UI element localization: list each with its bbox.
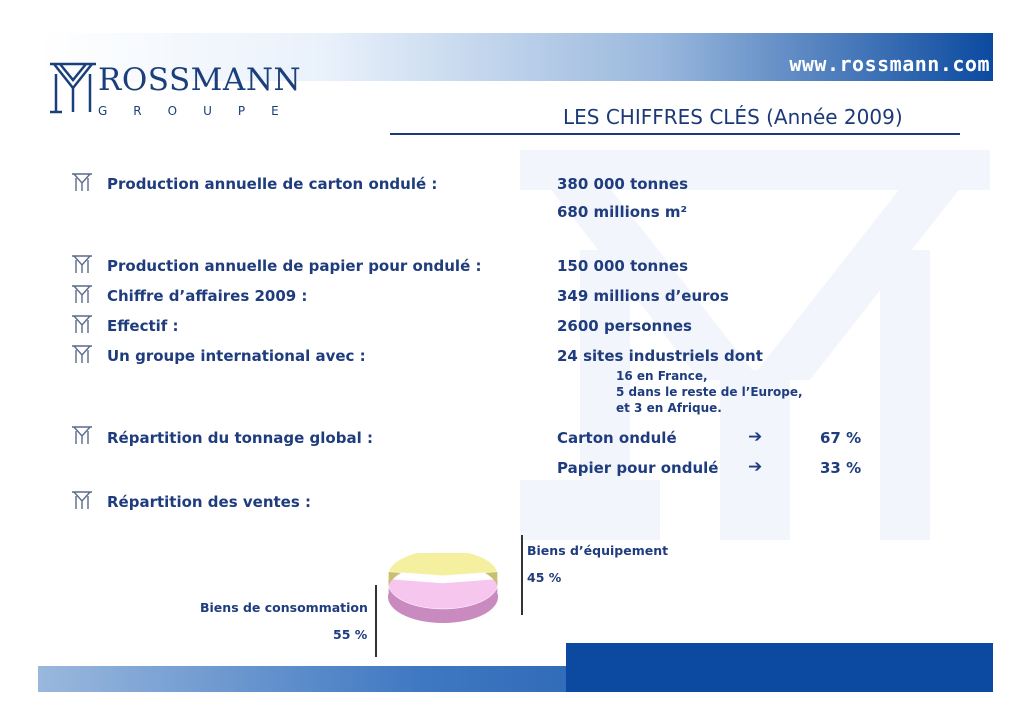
ventes-label: Répartition des ventes : bbox=[107, 493, 311, 511]
title-underline bbox=[390, 133, 960, 135]
groupe-detail-afrique: et 3 en Afrique. bbox=[616, 401, 722, 415]
arrow-right-icon: ➔ bbox=[748, 457, 763, 477]
groupe-label: Un groupe international avec : bbox=[107, 347, 366, 365]
bullet-logo-icon bbox=[71, 314, 93, 334]
bullet-logo-icon bbox=[71, 425, 93, 445]
tonnage-label: Répartition du tonnage global : bbox=[107, 429, 373, 447]
tonnage-item-name: Carton ondulé bbox=[557, 429, 677, 447]
bullet-logo-icon bbox=[71, 344, 93, 364]
rossmann-logo-icon bbox=[48, 60, 98, 116]
slice-label-equipement: Biens d’équipement bbox=[527, 543, 669, 558]
footer-block bbox=[566, 643, 993, 692]
website-url[interactable]: www.rossmann.com bbox=[789, 52, 990, 76]
bullet-logo-icon bbox=[71, 490, 93, 510]
bullet-logo-icon bbox=[71, 172, 93, 192]
tonnage-item-pct: 67 % bbox=[820, 429, 862, 447]
logo-wordmark: ROSSMANN bbox=[98, 62, 302, 98]
bullet-logo-icon bbox=[71, 284, 93, 304]
effectif-value: 2600 personnes bbox=[557, 317, 692, 335]
carton-tonnage-value: 380 000 tonnes bbox=[557, 175, 689, 193]
effectif-label: Effectif : bbox=[107, 317, 179, 335]
groupe-value: 24 sites industriels dont bbox=[557, 347, 763, 365]
logo-subtitle: GROUPE bbox=[98, 104, 305, 118]
carton-surface-value: 680 millions m² bbox=[557, 203, 688, 221]
carton-label: Production annuelle de carton ondulé : bbox=[107, 175, 438, 193]
leader-line bbox=[521, 535, 523, 615]
page-title: LES CHIFFRES CLÉS (Année 2009) bbox=[563, 105, 903, 129]
ca-value: 349 millions d’euros bbox=[557, 287, 729, 305]
slice-pct-consommation: 55 % bbox=[333, 627, 368, 642]
papier-label: Production annuelle de papier pour ondulé : bbox=[107, 257, 482, 275]
groupe-detail-france: 16 en France, bbox=[616, 369, 708, 383]
slice-pct-equipement: 45 % bbox=[527, 570, 562, 585]
sales-pie-chart bbox=[375, 553, 525, 643]
tonnage-item-pct: 33 % bbox=[820, 459, 862, 477]
ca-label: Chiffre d’affaires 2009 : bbox=[107, 287, 308, 305]
leader-line bbox=[375, 585, 377, 657]
tonnage-item-name: Papier pour ondulé bbox=[557, 459, 719, 477]
papier-value: 150 000 tonnes bbox=[557, 257, 689, 275]
arrow-right-icon: ➔ bbox=[748, 427, 763, 447]
groupe-detail-europe: 5 dans le reste de l’Europe, bbox=[616, 385, 803, 399]
slice-label-consommation: Biens de consommation bbox=[200, 600, 368, 615]
pie-slice bbox=[389, 553, 498, 576]
bullet-logo-icon bbox=[71, 254, 93, 274]
